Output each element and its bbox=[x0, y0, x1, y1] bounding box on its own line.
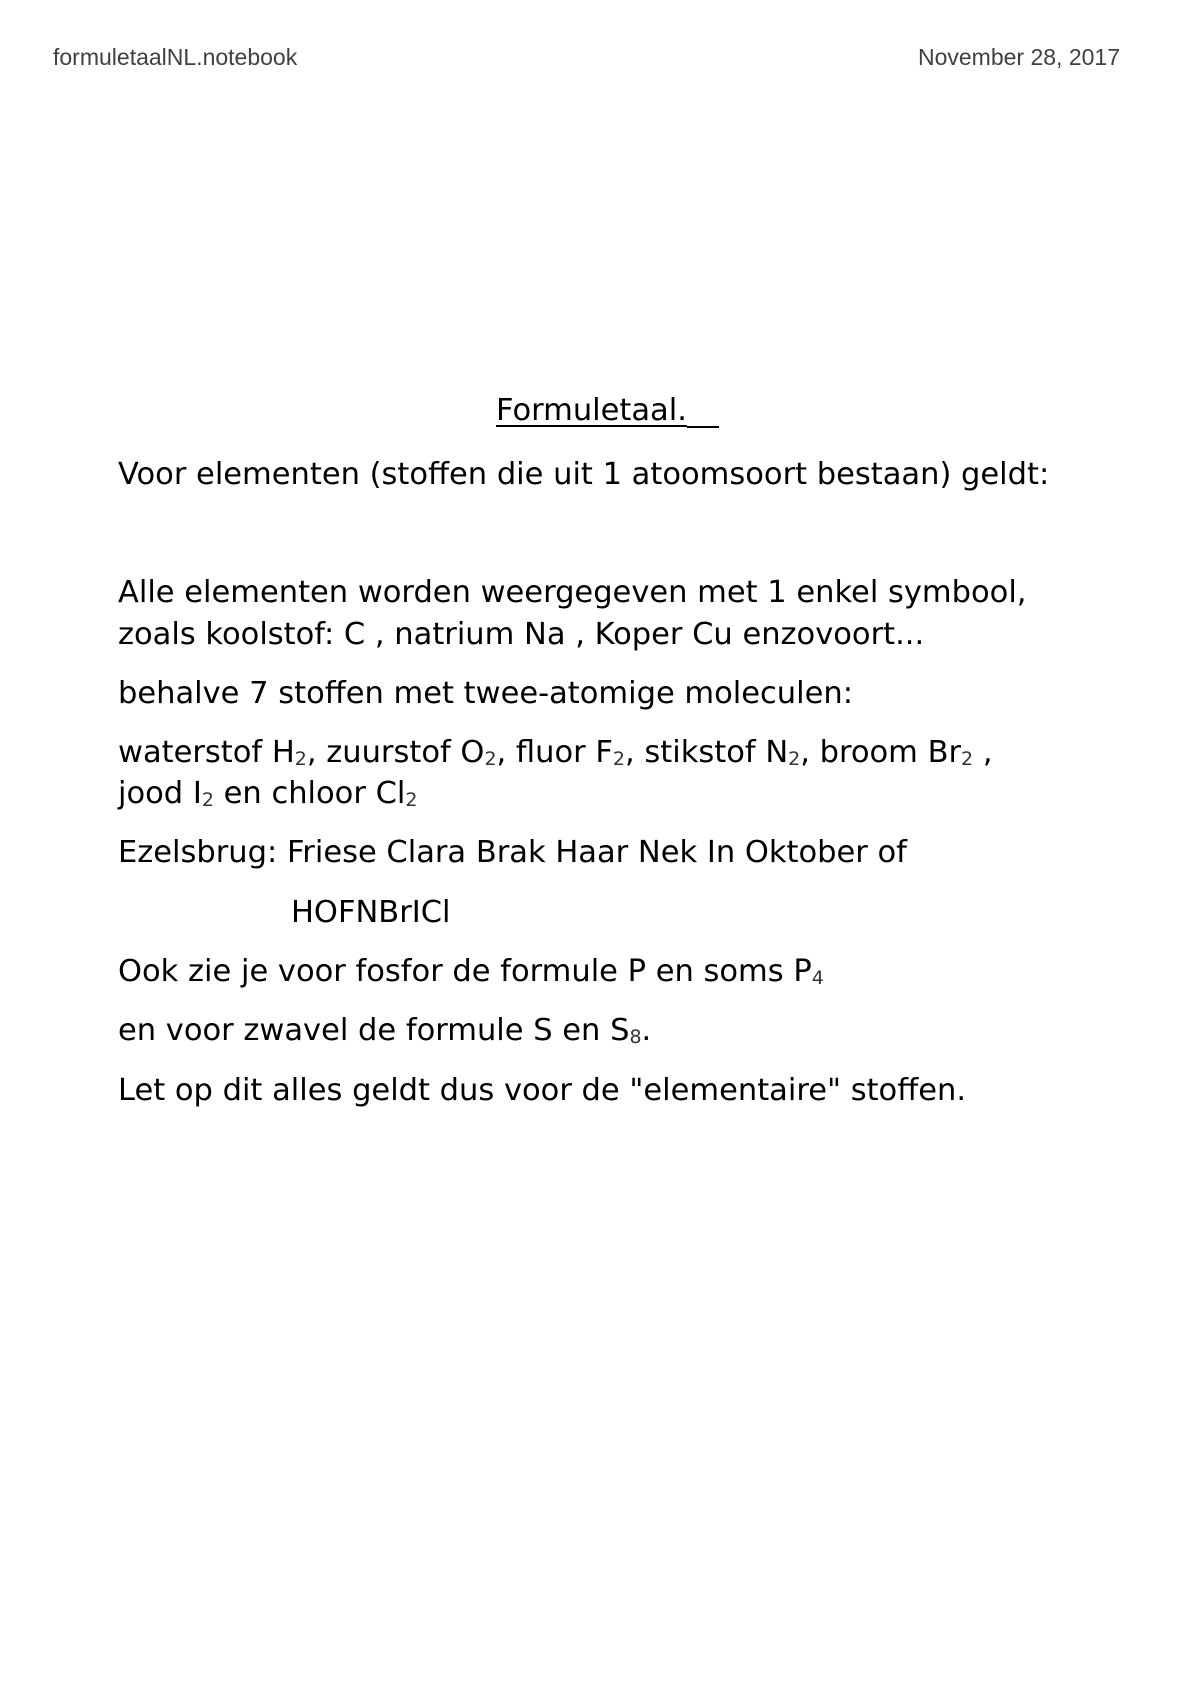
broom-text: , broom Br bbox=[800, 735, 962, 770]
sulfur-text: en voor zwavel de formule S en S bbox=[118, 1013, 630, 1048]
subscript-2: 2 bbox=[788, 748, 801, 770]
subscript-2: 2 bbox=[201, 789, 214, 811]
jood-text: jood I bbox=[118, 776, 202, 811]
sulfur-line bbox=[118, 1013, 652, 1048]
intro-line: Voor elementen (stoffen die uit 1 atoomsoort bestaan) geldt: bbox=[118, 457, 1050, 492]
diatomic-line-2 bbox=[118, 776, 418, 811]
subscript-2: 2 bbox=[961, 748, 974, 770]
notebook-filename: formuletaalNL.notebook bbox=[53, 44, 298, 70]
title-text: Formuletaal. bbox=[496, 393, 687, 428]
subscript-2: 2 bbox=[612, 748, 625, 770]
waterstof-text: waterstof H bbox=[118, 735, 295, 770]
zuurstof-text: , zuurstof O bbox=[306, 735, 485, 770]
stikstof-text: , stikstof N bbox=[625, 735, 789, 770]
examples-line: zoals koolstof: C , natrium Na , Koper Cu enzovoort... bbox=[118, 617, 925, 652]
sulfur-period: . bbox=[641, 1013, 652, 1048]
page-date: November 28, 2017 bbox=[917, 44, 1120, 70]
mnemonic-text: Friese Clara Brak Haar Nek In Oktober of bbox=[286, 835, 907, 870]
subscript-4: 4 bbox=[811, 967, 824, 989]
page-title bbox=[496, 393, 719, 428]
subscript-2: 2 bbox=[294, 748, 307, 770]
subscript-2: 2 bbox=[405, 789, 418, 811]
mnemonic-label: Ezelsbrug: bbox=[118, 835, 278, 870]
mnemonic-symbols: HOFNBrICl bbox=[291, 895, 451, 930]
mnemonic-line bbox=[118, 835, 907, 870]
note-line: Let op dit alles geldt dus voor de "elementaire" stoffen. bbox=[118, 1073, 967, 1108]
except-line: behalve 7 stoffen met twee-atomige moleculen: bbox=[118, 676, 853, 711]
subscript-8: 8 bbox=[629, 1026, 642, 1048]
title-underline-tail bbox=[687, 396, 719, 428]
trailing-comma: , bbox=[973, 735, 993, 770]
chloor-text: en chloor Cl bbox=[213, 776, 406, 811]
all-elements-line: Alle elementen worden weergegeven met 1 enkel symbool, bbox=[118, 575, 1027, 610]
diatomic-line-1 bbox=[118, 735, 993, 770]
subscript-2: 2 bbox=[484, 748, 497, 770]
fluor-text: , fluor F bbox=[496, 735, 613, 770]
phosphor-line bbox=[118, 954, 824, 989]
phosphor-text: Ook zie je voor fosfor de formule P en soms P bbox=[118, 954, 812, 989]
